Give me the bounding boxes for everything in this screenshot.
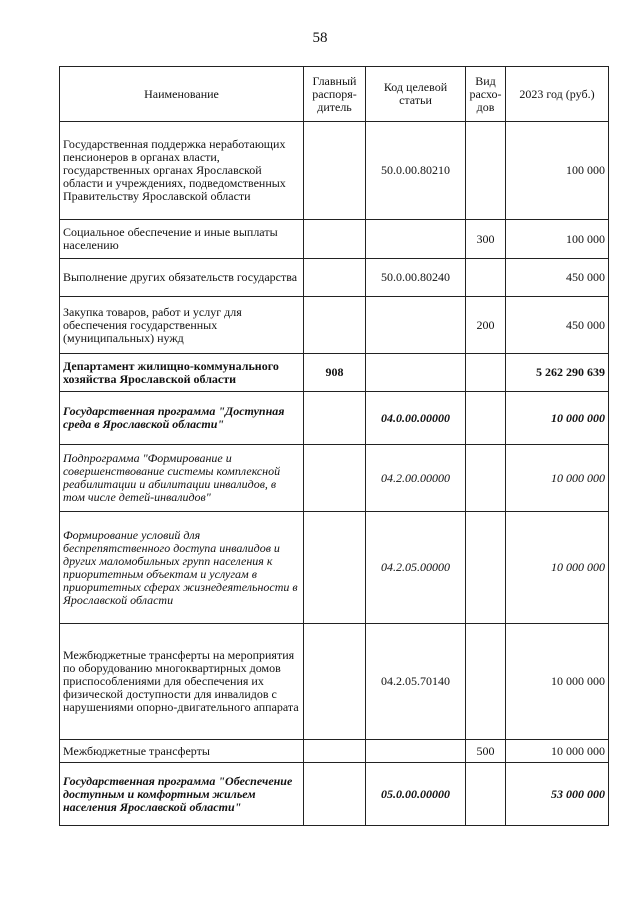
cell-amount: 53 000 000	[506, 763, 609, 826]
table-row	[60, 392, 609, 445]
header-amount: 2023 год (руб.)	[506, 67, 609, 122]
header-type: Вид расхо-дов	[466, 67, 506, 122]
cell-manager	[304, 297, 366, 354]
cell-name: Межбюджетные трансферты	[60, 740, 304, 763]
cell-manager	[304, 122, 366, 220]
cell-manager	[304, 392, 366, 445]
cell-type	[466, 445, 506, 512]
cell-manager	[304, 220, 366, 259]
cell-amount: 10 000 000	[506, 445, 609, 512]
cell-name: Подпрограмма "Формирование и совершенствование системы комплексной реабилитации и абилитации инвалидов, в том числе детей-инвалидов"	[60, 445, 304, 512]
cell-code: 50.0.00.80210	[366, 122, 466, 220]
cell-type	[466, 624, 506, 740]
budget-table	[59, 66, 609, 826]
table-row	[60, 354, 609, 392]
cell-code: 04.0.00.00000	[366, 392, 466, 445]
table-row	[60, 445, 609, 512]
cell-code: 04.2.00.00000	[366, 445, 466, 512]
cell-code	[366, 354, 466, 392]
cell-type	[466, 122, 506, 220]
cell-code: 05.0.00.00000	[366, 763, 466, 826]
cell-code: 50.0.00.80240	[366, 259, 466, 297]
cell-name: Государственная программа "Доступная среда в Ярославской области"	[60, 392, 304, 445]
cell-manager	[304, 624, 366, 740]
cell-type	[466, 512, 506, 624]
cell-type: 300	[466, 220, 506, 259]
table-row	[60, 740, 609, 763]
table-row	[60, 220, 609, 259]
cell-manager	[304, 740, 366, 763]
cell-code	[366, 220, 466, 259]
cell-name: Межбюджетные трансферты на мероприятия по оборудованию многоквартирных домов приспособлениями для обеспечения их физической доступности для инвалидов с нарушениями опорно-двигательного аппарата	[60, 624, 304, 740]
table-row	[60, 297, 609, 354]
page-number: 58	[312, 30, 328, 46]
cell-name: Государственная поддержка неработающих пенсионеров в органах власти, государственных органах Ярославской области и учреждениях, подведомственных Правительству Ярославской области	[60, 122, 304, 220]
cell-code: 04.2.05.00000	[366, 512, 466, 624]
cell-amount: 10 000 000	[506, 512, 609, 624]
cell-amount: 10 000 000	[506, 740, 609, 763]
cell-manager	[304, 512, 366, 624]
table-row	[60, 512, 609, 624]
cell-amount: 450 000	[506, 297, 609, 354]
cell-type	[466, 392, 506, 445]
table-row	[60, 763, 609, 826]
table-header-row	[60, 67, 609, 122]
header-code: Код целевой статьи	[366, 67, 466, 122]
cell-name: Выполнение других обязательств государства	[60, 259, 304, 297]
cell-name: Социальное обеспечение и иные выплаты населению	[60, 220, 304, 259]
cell-type: 200	[466, 297, 506, 354]
table-row	[60, 122, 609, 220]
cell-name: Департамент жилищно-коммунального хозяйства Ярославской области	[60, 354, 304, 392]
cell-code: 04.2.05.70140	[366, 624, 466, 740]
cell-name: Закупка товаров, работ и услуг для обеспечения государственных (муниципальных) нужд	[60, 297, 304, 354]
cell-amount: 450 000	[506, 259, 609, 297]
cell-amount: 10 000 000	[506, 624, 609, 740]
cell-amount: 10 000 000	[506, 392, 609, 445]
header-name: Наименование	[60, 67, 304, 122]
cell-amount: 5 262 290 639	[506, 354, 609, 392]
cell-code	[366, 740, 466, 763]
cell-type: 500	[466, 740, 506, 763]
cell-type	[466, 259, 506, 297]
cell-name: Формирование условий для беспрепятственного доступа инвалидов и других маломобильных групп населения к приоритетным объектам и услугам в приоритетных сферах жизнедеятельности в Ярославской области	[60, 512, 304, 624]
table-row	[60, 624, 609, 740]
cell-manager	[304, 763, 366, 826]
cell-amount: 100 000	[506, 220, 609, 259]
cell-name: Государственная программа "Обеспечение доступным и комфортным жильем населения Ярославской области"	[60, 763, 304, 826]
table-row	[60, 259, 609, 297]
cell-manager	[304, 445, 366, 512]
cell-type	[466, 763, 506, 826]
cell-amount: 100 000	[506, 122, 609, 220]
header-manager: Главный распоря-дитель	[304, 67, 366, 122]
cell-manager: 908	[304, 354, 366, 392]
cell-manager	[304, 259, 366, 297]
cell-code	[366, 297, 466, 354]
cell-type	[466, 354, 506, 392]
